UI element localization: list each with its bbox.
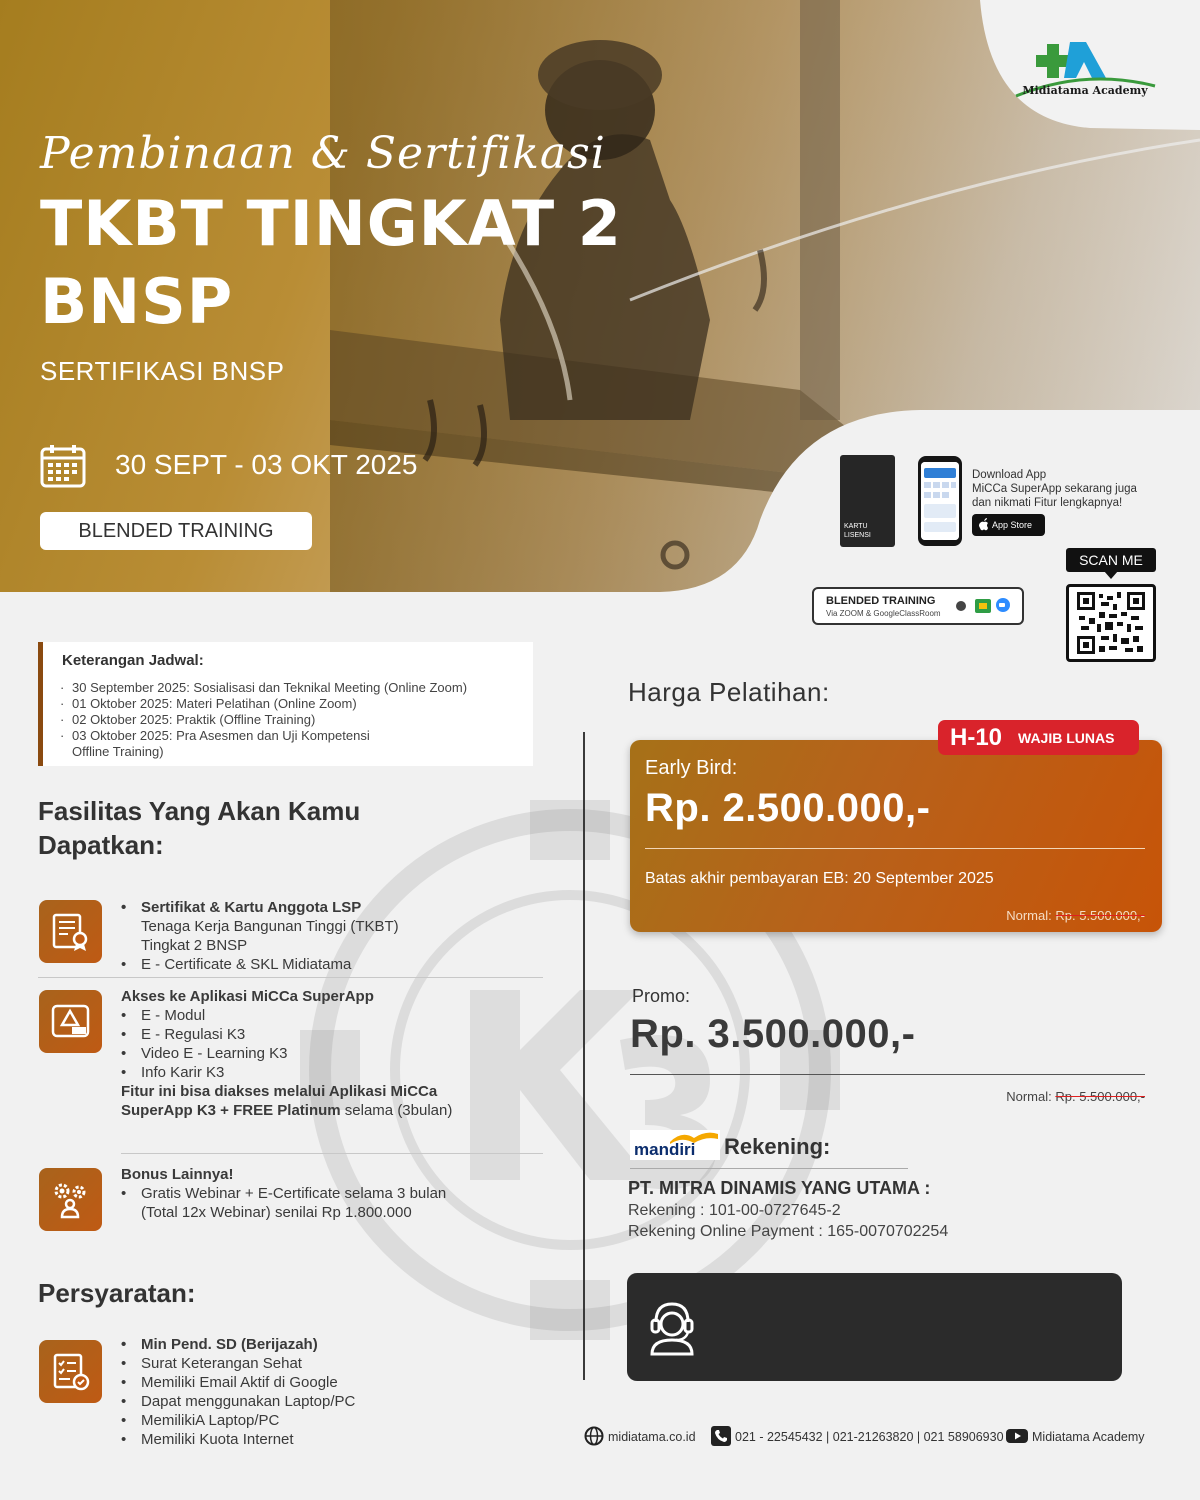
bonus-icon-box bbox=[39, 1168, 102, 1231]
training-date: 30 SEPT - 03 OKT 2025 bbox=[115, 449, 418, 480]
title-line-2: BNSP bbox=[40, 265, 234, 338]
early-bird-divider bbox=[645, 848, 1145, 849]
app-note-line2: SuperApp K3 + FREE Platinum selama (3bulan) bbox=[121, 1102, 453, 1119]
requirements-icon-box bbox=[39, 1340, 102, 1403]
micca-app-icon bbox=[50, 1001, 91, 1042]
app-store-button[interactable]: App Store bbox=[972, 514, 1045, 536]
app-icon-box bbox=[39, 990, 102, 1053]
gears-person-icon bbox=[50, 1179, 91, 1220]
schedule-item-continuation: Offline Training) bbox=[72, 744, 164, 759]
pricing-title: Harga Pelatihan: bbox=[628, 677, 830, 707]
scan-me-label: SCAN ME bbox=[1066, 548, 1156, 572]
requirements-title: Persyaratan: bbox=[38, 1278, 196, 1308]
license-card-text: KARTU LISENSI bbox=[844, 523, 871, 539]
promo-label: Promo: bbox=[632, 986, 691, 1006]
account-title: Rekening: bbox=[724, 1134, 831, 1159]
schedule-item: · 30 September 2025: Sosialisasi dan Teknikal Meeting (Online Zoom) bbox=[60, 680, 467, 696]
benefit-item: • Sertifikat & Kartu Anggota LSP bbox=[121, 898, 399, 917]
globe-icon bbox=[584, 1426, 604, 1446]
script-title: Pembinaan & Sertifikasi bbox=[40, 128, 606, 179]
early-bird-label: Early Bird: bbox=[645, 757, 738, 779]
schedule-list bbox=[60, 680, 467, 760]
account-number[interactable]: Rekening : 101-00-0727645-2 bbox=[628, 1202, 841, 1219]
contact-panel bbox=[627, 1273, 1122, 1381]
account-company: PT. MITRA DINAMIS YANG UTAMA : bbox=[628, 1178, 931, 1198]
promo-divider bbox=[630, 1074, 1145, 1075]
download-app-text: Download App MiCCa SuperApp sekarang juga dan nikmati Fitur lengkapnya! bbox=[972, 469, 1137, 509]
account-divider bbox=[630, 1168, 908, 1169]
schedule-title: Keterangan Jadwal: bbox=[62, 652, 204, 669]
bonus-title: Bonus Lainnya! bbox=[121, 1166, 234, 1183]
requirement-item: • Dapat menggunakan Laptop/PC bbox=[121, 1392, 355, 1411]
requirement-item: • Memiliki Kuota Internet bbox=[121, 1430, 355, 1449]
divider bbox=[38, 977, 543, 978]
training-mode-badge: BLENDED TRAINING bbox=[40, 512, 312, 550]
app-note-line1: Fitur ini bisa diakses melalui Aplikasi MiCCa bbox=[121, 1083, 438, 1100]
early-bird-normal-price: Normal: Rp. 5.500.000,- bbox=[1006, 908, 1145, 923]
h10-badge-note: WAJIB LUNAS bbox=[1018, 730, 1115, 746]
benefit-item: • E - Certificate & SKL Midiatama bbox=[121, 955, 399, 974]
benefit-item: • E - Modul bbox=[121, 1006, 452, 1025]
website-link[interactable]: midiatama.co.id bbox=[608, 1430, 696, 1444]
scan-me-pointer bbox=[1104, 571, 1118, 579]
bonus-benefits: Bonus Lainnya! • Gratis Webinar + E-Certificate selama 3 bulan (Total 12x Webinar) senilai Rp 1.800.000 bbox=[121, 1165, 446, 1222]
promo-normal-price: Normal: Rp. 5.500.000,- bbox=[1006, 1089, 1145, 1104]
requirement-item: • Min Pend. SD (Berijazah) bbox=[121, 1335, 355, 1354]
early-bird-price: Rp. 2.500.000,- bbox=[645, 786, 931, 830]
promo-price: Rp. 3.500.000,- bbox=[630, 1012, 916, 1056]
blended-badge-title: BLENDED TRAINING bbox=[826, 595, 936, 607]
benefit-item: • Video E - Learning K3 bbox=[121, 1044, 452, 1063]
title-line-1: TKBT TINGKAT 2 bbox=[40, 187, 622, 260]
benefit-item: • Info Karir K3 bbox=[121, 1063, 452, 1082]
midiatama-logo bbox=[1010, 38, 1160, 108]
benefit-item: • E - Regulasi K3 bbox=[121, 1025, 452, 1044]
phone-numbers[interactable]: 021 - 22545432 | 021-21263820 | 021 58906930 bbox=[735, 1430, 1004, 1444]
requirement-item: • Surat Keterangan Sehat bbox=[121, 1354, 355, 1373]
logo-text: Midiatama Academy bbox=[1022, 84, 1148, 97]
account-numbers bbox=[628, 1200, 948, 1242]
page-title bbox=[40, 185, 622, 341]
schedule-item: · 03 Oktober 2025: Pra Asesmen dan Uji Kompetensi bbox=[60, 728, 467, 744]
calendar-icon bbox=[40, 444, 86, 488]
requirement-item: • MemilikiA Laptop/PC bbox=[121, 1411, 355, 1430]
schedule-item: · 02 Oktober 2025: Praktik (Offline Training) bbox=[60, 712, 467, 728]
facilities-title: Fasilitas Yang Akan Kamu Dapatkan: bbox=[38, 796, 361, 860]
divider bbox=[121, 1153, 543, 1154]
phone-icon bbox=[711, 1426, 731, 1446]
checklist-icon bbox=[50, 1351, 91, 1392]
certificate-icon-box bbox=[39, 900, 102, 963]
early-bird-deadline: Batas akhir pembayaran EB: 20 September 2025 bbox=[645, 870, 994, 887]
app-benefit-title: Akses ke Aplikasi MiCCa SuperApp bbox=[121, 988, 374, 1005]
customer-service-icon bbox=[646, 1298, 698, 1356]
schedule-item: · 01 Oktober 2025: Materi Pelatihan (Online Zoom) bbox=[60, 696, 467, 712]
requirement-item: • Memiliki Email Aktif di Google bbox=[121, 1373, 355, 1392]
qr-code-icon bbox=[1077, 592, 1145, 654]
mandiri-logo-text: mandiri bbox=[634, 1140, 696, 1159]
youtube-channel[interactable]: Midiatama Academy bbox=[1032, 1430, 1145, 1444]
youtube-icon bbox=[1006, 1426, 1028, 1446]
meeting-apps-icon bbox=[955, 597, 1015, 615]
online-payment-number[interactable]: Rekening Online Payment : 165-0070702254 bbox=[628, 1223, 949, 1240]
h10-badge-label: H-10 bbox=[950, 724, 1003, 751]
certificate-benefits: • Sertifikat & Kartu Anggota LSP Tenaga Kerja Bangunan Tinggi (TKBT) Tingkat 2 BNSP • E - Certificate & SKL Midiatama bbox=[121, 898, 399, 974]
blended-badge-subtitle: Via ZOOM & GoogleClassRoom bbox=[826, 609, 941, 618]
requirements-list bbox=[121, 1335, 355, 1449]
certificate-icon bbox=[50, 911, 91, 952]
column-divider bbox=[583, 732, 585, 1380]
benefit-item: • Gratis Webinar + E-Certificate selama 3 bulan bbox=[121, 1184, 446, 1203]
app-benefits bbox=[121, 987, 452, 1120]
apple-icon bbox=[978, 518, 990, 531]
app-screen-image bbox=[921, 462, 959, 540]
subtitle: SERTIFIKASI BNSP bbox=[40, 356, 285, 386]
